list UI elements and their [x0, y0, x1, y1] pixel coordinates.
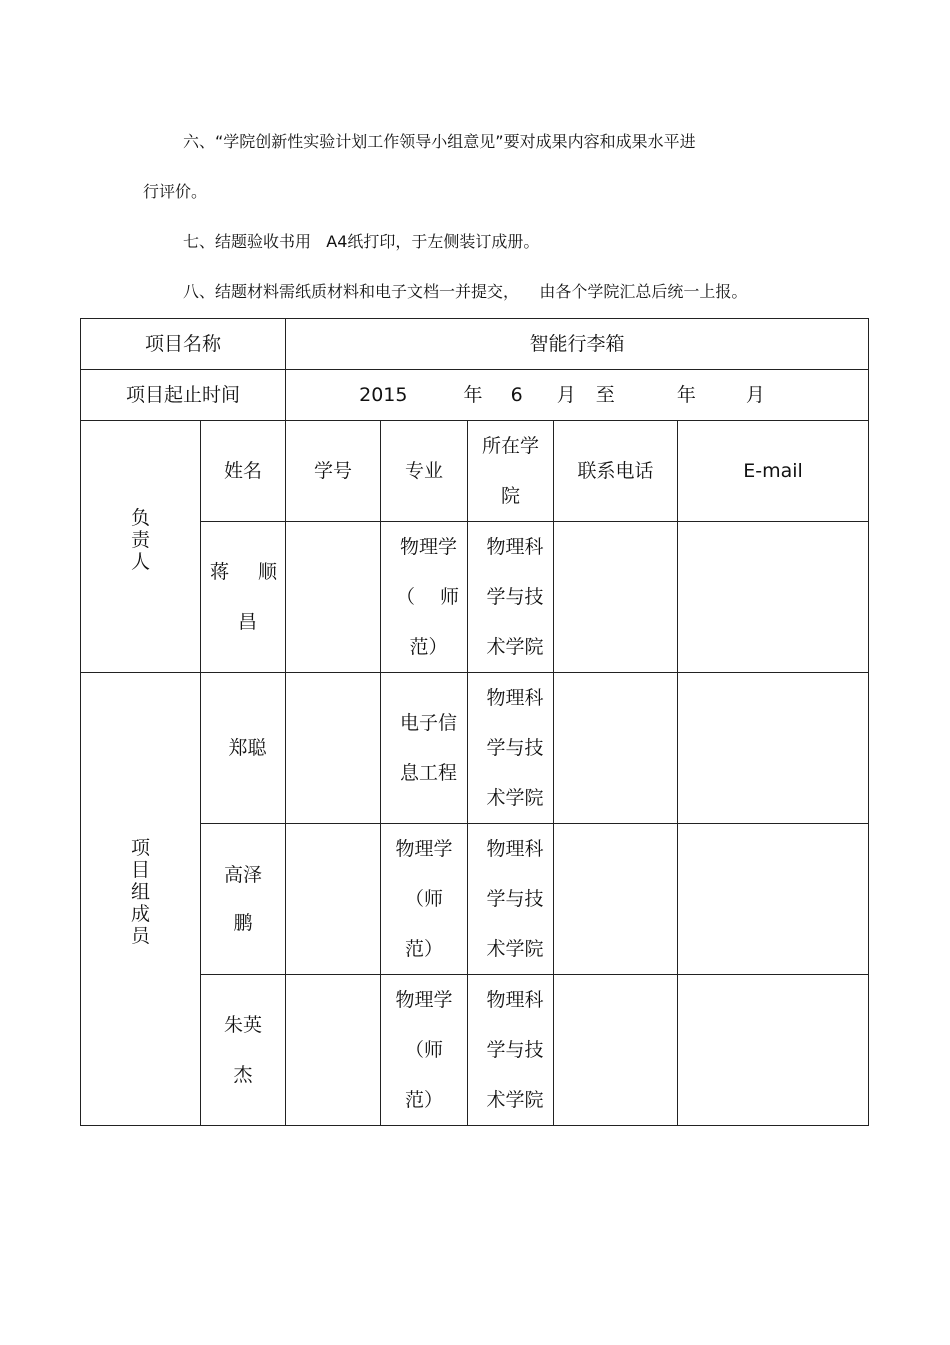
project-name-row [81, 319, 869, 370]
member-email [678, 824, 869, 975]
end-year-char: 年 [676, 384, 696, 406]
note-6-line2: 行评价。 [143, 182, 208, 201]
project-name-label: 项目名称 [81, 319, 286, 370]
leader-major: 物理学 （ 师 范） [381, 522, 468, 673]
member-student-id [286, 824, 381, 975]
start-year: 2015 [359, 384, 408, 406]
member-student-id [286, 975, 381, 1126]
leader-college: 物理科 学与技 术学院 [468, 522, 554, 673]
member-row [81, 673, 869, 824]
leader-email [678, 522, 869, 673]
header-name: 姓名 [201, 421, 286, 522]
member-email [678, 673, 869, 824]
header-row [81, 421, 869, 522]
member-major: 物理学 （师 范） [381, 975, 468, 1126]
project-name-value: 智能行李箱 [286, 319, 869, 370]
member-major: 电子信 息工程 [381, 673, 468, 824]
note-7: 七、结题验收书用 A4纸打印，于左侧装订成册。 [183, 232, 540, 251]
end-month-char: 月 [745, 384, 765, 406]
member-name: 朱英 杰 [201, 975, 286, 1126]
header-phone: 联系电话 [554, 421, 678, 522]
project-time-row [81, 370, 869, 421]
member-phone [554, 824, 678, 975]
leader-name: 蒋 顺 昌 [201, 522, 286, 673]
header-college: 所在学 院 [468, 421, 554, 522]
member-phone [554, 975, 678, 1126]
leader-student-id [286, 522, 381, 673]
year-char: 年 [463, 384, 483, 406]
header-major: 专业 [381, 421, 468, 522]
month-char: 月 [556, 384, 576, 406]
project-time-value [286, 370, 869, 421]
start-month: 6 [510, 384, 523, 406]
project-time-label: 项目起止时间 [81, 370, 286, 421]
member-email [678, 975, 869, 1126]
leader-group-label: 负责人 [81, 421, 201, 673]
member-college: 物理科 学与技 术学院 [468, 975, 554, 1126]
leader-phone [554, 522, 678, 673]
member-phone [554, 673, 678, 824]
member-student-id [286, 673, 381, 824]
note-8: 八、结题材料需纸质材料和电子文档一并提交， 由各个学院汇总后统一上报。 [183, 282, 748, 301]
member-major: 物理学 （师 范） [381, 824, 468, 975]
member-name: 高泽 鹏 [201, 824, 286, 975]
project-form-table [80, 318, 869, 1126]
member-college: 物理科 学与技 术学院 [468, 824, 554, 975]
to-char: 至 [595, 384, 615, 406]
header-student-id: 学号 [286, 421, 381, 522]
member-name: 郑聪 [201, 673, 286, 824]
members-group-label: 项目组成员 [81, 673, 201, 1126]
note-6-line1: 六、“学院创新性实验计划工作领导小组意见”要对成果内容和成果水平进 [183, 132, 696, 151]
member-college: 物理科 学与技 术学院 [468, 673, 554, 824]
header-email: E-mail [678, 421, 869, 522]
